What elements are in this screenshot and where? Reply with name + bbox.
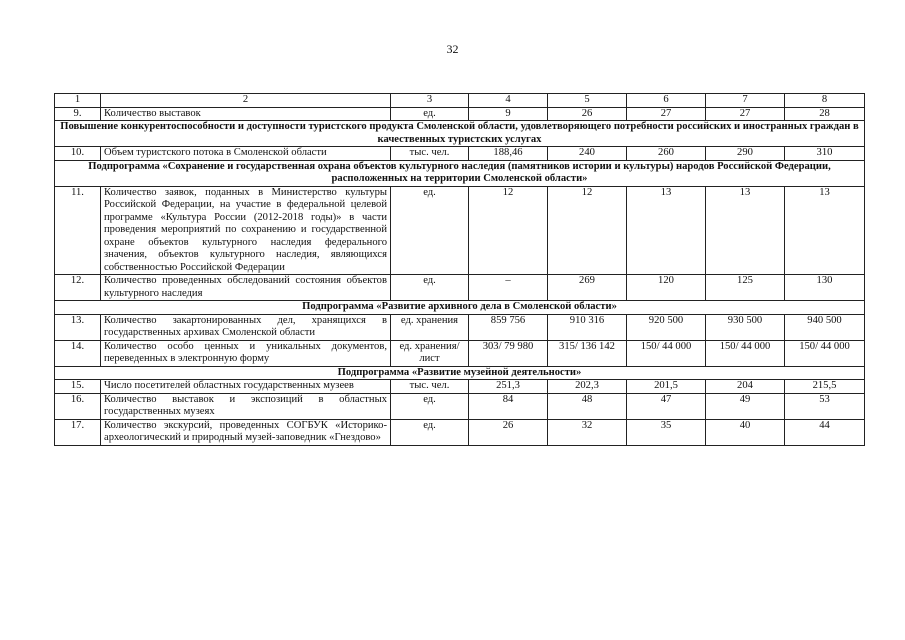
unit-of-measure: ед. [391,186,469,275]
row-number: 15. [55,380,101,394]
unit-of-measure: ед. хранения/ лист [391,340,469,366]
section-heading: Повышение конкурентоспособности и доступности туристского продукта Смоленской области, удовлетворяющего потребности российских и иностранных граждан в качественных туристских услугах [55,121,865,147]
col-header: 6 [627,94,706,108]
indicator-value: 150/ 44 000 [706,340,785,366]
indicator-name: Количество выставок [101,107,391,121]
indicator-value: 920 500 [627,314,706,340]
col-header: 3 [391,94,469,108]
indicator-value: 12 [548,186,627,275]
table-row [55,419,865,445]
table-row [55,380,865,394]
unit-of-measure: ед. [391,275,469,301]
indicator-value: 150/ 44 000 [785,340,865,366]
unit-of-measure: ед. [391,419,469,445]
indicator-value: 310 [785,147,865,161]
indicator-value: 130 [785,275,865,301]
indicator-value: 13 [785,186,865,275]
indicator-value: 27 [627,107,706,121]
indicator-value: 32 [548,419,627,445]
indicator-value: 27 [706,107,785,121]
indicator-value: 28 [785,107,865,121]
indicator-value: 26 [548,107,627,121]
table-row [55,340,865,366]
row-number: 17. [55,419,101,445]
row-number: 12. [55,275,101,301]
indicator-value: 290 [706,147,785,161]
indicator-value: 48 [548,393,627,419]
indicator-name: Количество экскурсий, проведенных СОГБУК «Историко-археологический и природный музей-заповедник «Гнездово» [101,419,391,445]
unit-of-measure: ед. [391,393,469,419]
row-number: 10. [55,147,101,161]
col-header: 5 [548,94,627,108]
indicator-name: Количество проведенных обследований состояния объектов культурного наследия [101,275,391,301]
indicator-value: 12 [469,186,548,275]
row-number: 13. [55,314,101,340]
indicator-value: 240 [548,147,627,161]
table-row [55,147,865,161]
indicator-name: Количество закартонированных дел, хранящихся в государственных архивах Смоленской области [101,314,391,340]
indicator-value: 315/ 136 142 [548,340,627,366]
indicator-value: 202,3 [548,380,627,394]
indicator-value: 13 [627,186,706,275]
section-heading: Подпрограмма «Развитие музейной деятельности» [55,366,865,380]
indicator-value: 188,46 [469,147,548,161]
section-heading: Подпрограмма «Сохранение и государственная охрана объектов культурного наследия (памятников истории и культуры) народов Российской Федерации, расположенных на территории Смоленской области» [55,160,865,186]
row-number: 11. [55,186,101,275]
indicator-value: 40 [706,419,785,445]
indicator-value: 910 316 [548,314,627,340]
indicator-name: Количество особо ценных и уникальных документов, переведенных в электронную форму [101,340,391,366]
row-number: 16. [55,393,101,419]
section-heading-row [55,301,865,315]
unit-of-measure: тыс. чел. [391,380,469,394]
section-heading-row [55,160,865,186]
section-heading-row [55,366,865,380]
indicator-value: 930 500 [706,314,785,340]
col-header: 1 [55,94,101,108]
table-row [55,107,865,121]
table-row [55,186,865,275]
section-heading: Подпрограмма «Развитие архивного дела в Смоленской области» [55,301,865,315]
indicator-name: Количество выставок и экспозиций в областных государственных музеях [101,393,391,419]
indicator-value: 49 [706,393,785,419]
row-number: 14. [55,340,101,366]
indicator-value: 204 [706,380,785,394]
indicator-value: 13 [706,186,785,275]
indicator-value: 150/ 44 000 [627,340,706,366]
indicators-table [54,93,865,446]
indicator-value: 44 [785,419,865,445]
table-row [55,393,865,419]
col-header: 4 [469,94,548,108]
table-row [55,314,865,340]
indicator-value: 251,3 [469,380,548,394]
indicator-name: Объем туристского потока в Смоленской области [101,147,391,161]
unit-of-measure: ед. хранения [391,314,469,340]
indicator-value: 260 [627,147,706,161]
indicator-value: 35 [627,419,706,445]
indicator-value: 303/ 79 980 [469,340,548,366]
indicator-value: 84 [469,393,548,419]
indicator-value: 120 [627,275,706,301]
indicator-value: 215,5 [785,380,865,394]
indicator-name: Количество заявок, поданных в Министерство культуры Российской Федерации, на участие в федеральной целевой программе «Культура России (2012-2018 годы)» в части проведения мероприятий по сохранению и государственной охране объектов культурного наследия федерального значения, объектов культурного наследия, являющихся собственностью Российской Федерации [101,186,391,275]
unit-of-measure: ед. [391,107,469,121]
section-heading-row [55,121,865,147]
indicator-name: Число посетителей областных государственных музеев [101,380,391,394]
col-header: 8 [785,94,865,108]
indicator-value: 201,5 [627,380,706,394]
indicator-value: – [469,275,548,301]
table-row [55,275,865,301]
page-number: 32 [446,42,459,56]
indicator-value: 940 500 [785,314,865,340]
indicator-value: 269 [548,275,627,301]
col-header: 7 [706,94,785,108]
row-number: 9. [55,107,101,121]
indicator-value: 47 [627,393,706,419]
unit-of-measure: тыс. чел. [391,147,469,161]
col-header: 2 [101,94,391,108]
indicator-value: 26 [469,419,548,445]
indicator-value: 125 [706,275,785,301]
column-number-row [55,94,865,108]
indicator-value: 53 [785,393,865,419]
indicator-value: 859 756 [469,314,548,340]
indicator-value: 9 [469,107,548,121]
